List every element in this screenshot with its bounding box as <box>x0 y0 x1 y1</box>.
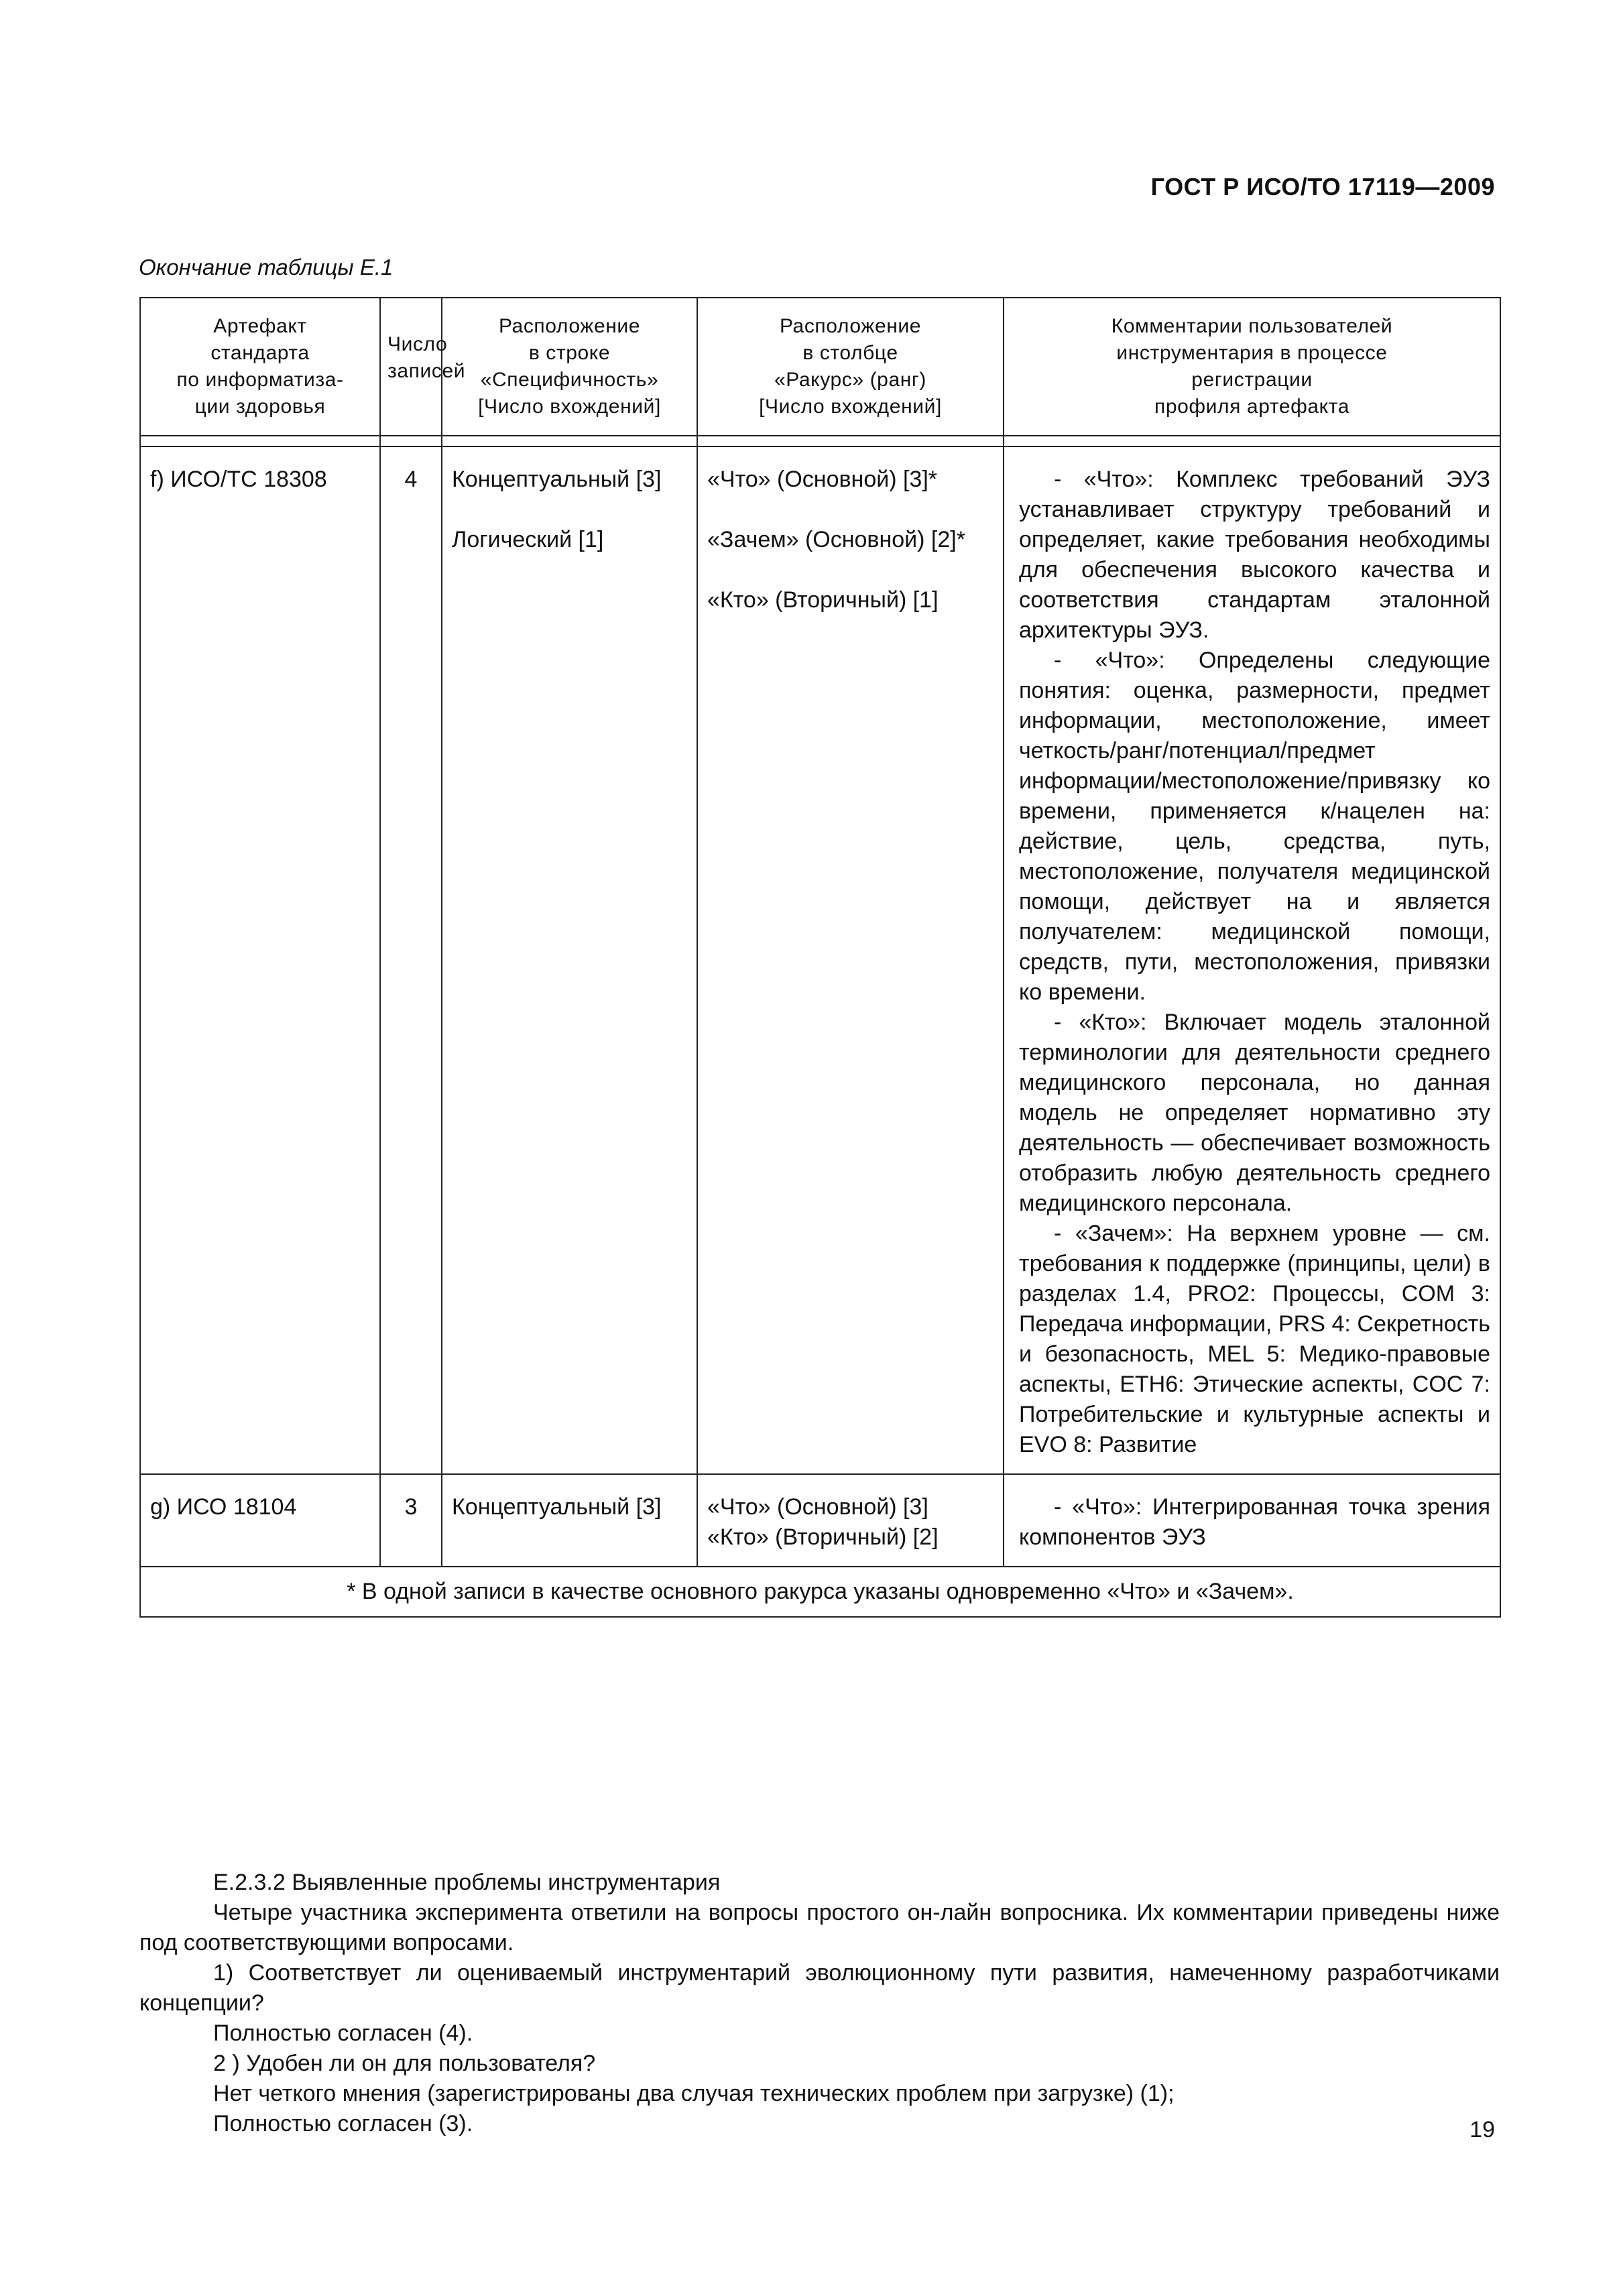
row-position-cell: Концептуальный [3] Логический [1] <box>442 446 697 1474</box>
page-number: 19 <box>1469 2117 1495 2142</box>
column-position-cell: «Что» (Основной) [3]* «Зачем» (Основной) [2]* «Кто» (Вторичный) [1] <box>697 446 1004 1474</box>
header-column-position: Расположение в столбце «Ракурс» (ранг) [Число вхождений] <box>697 298 1004 436</box>
header-separator <box>140 436 1500 446</box>
footnote-row <box>140 1567 1500 1617</box>
comments-cell: - «Что»: Комплекс требований ЭУЗ устанавливает структуру требований и определяет, какие требования необходимы для обеспечения высокого качества и соответствия стандартам эталонной архитектуры ЭУЗ. - «Что»: Определены следующие понятия: оценка, размерности, предмет информации, местоположение, имеет четкость/ранг/потенциал/предмет информации/местоположение/привязку ко времени, применяется к/нацелен на: действие, цель, средства, путь, местоположение, получателя медицинской помощи, действует на и является получателем: медицинской помощи, средств, пути, местоположения, привязки ко времени. - «Кто»: Включает модель эталонной терминологии для деятельности среднего медицинского персонала, но данная модель не определяет нормативно эту деятельность — обеспечивает возможность отобразить любую деятельность среднего медицинского персонала. - «Зачем»: На верхнем уровне — см. требования к поддержке (принципы, цели) в разделах 1.4, PRO2: Процессы, COM 3: Передача информации, PRS 4: Секретность и безопасность, MEL 5: Медико-правовые аспекты, ETH6: Этические аспекты, COC 7: Потребительские и культурные аспекты и EVO 8: Развитие <box>1004 446 1500 1474</box>
question: 1) Соответствует ли оцениваемый инструментарий эволюционному пути развития, намеченному разработчиками концепции? <box>139 1960 1500 2016</box>
count-cell: 3 <box>380 1474 442 1567</box>
artifact-cell: g) ИСО 18104 <box>140 1474 380 1567</box>
header-artifact: Артефакт стандарта по информатиза- ции здоровья <box>140 298 380 436</box>
count-cell: 4 <box>380 446 442 1474</box>
table-caption: Окончание таблицы E.1 <box>139 255 394 280</box>
comments-cell: - «Что»: Интегрированная точка зрения компонентов ЭУЗ <box>1004 1474 1500 1567</box>
row-position-cell: Концептуальный [3] <box>442 1474 697 1567</box>
body-text <box>139 1868 1500 2139</box>
header-user-comments: Комментарии пользователей инструментария в процессе регистрации профиля артефакта <box>1004 298 1500 436</box>
column-position-cell: «Что» (Основной) [3] «Кто» (Вторичный) [2] <box>697 1474 1004 1567</box>
header-row-position: Расположение в строке «Специфичность» [Число вхождений] <box>442 298 697 436</box>
table-header-row <box>140 298 1500 436</box>
artifact-cell: f) ИСО/ТС 18308 <box>140 446 380 1474</box>
answer: Нет четкого мнения (зарегистрированы два случая технических проблем при загрузке) (1); <box>213 2081 1175 2106</box>
artifact-table <box>139 297 1501 1618</box>
paragraph: Четыре участника эксперимента ответили на вопросы простого он-лайн вопросника. Их комментарии приведены ниже под соответствующими вопросами. <box>139 1900 1500 1955</box>
section-heading: E.2.3.2 Выявленные проблемы инструментария <box>213 1870 721 1895</box>
question: 2 ) Удобен ли он для пользователя? <box>213 2051 596 2076</box>
table-footnote: * В одной записи в качестве основного ракурса указаны одновременно «Что» и «Зачем». <box>140 1567 1500 1617</box>
answer: Полностью согласен (4). <box>213 2020 473 2046</box>
header-record-count: Число записей <box>380 298 442 436</box>
answer: Полностью согласен (3). <box>213 2111 473 2136</box>
table-row <box>140 446 1500 1474</box>
table-row <box>140 1474 1500 1567</box>
document-standard-header: ГОСТ Р ИСО/ТО 17119—2009 <box>1150 173 1495 200</box>
